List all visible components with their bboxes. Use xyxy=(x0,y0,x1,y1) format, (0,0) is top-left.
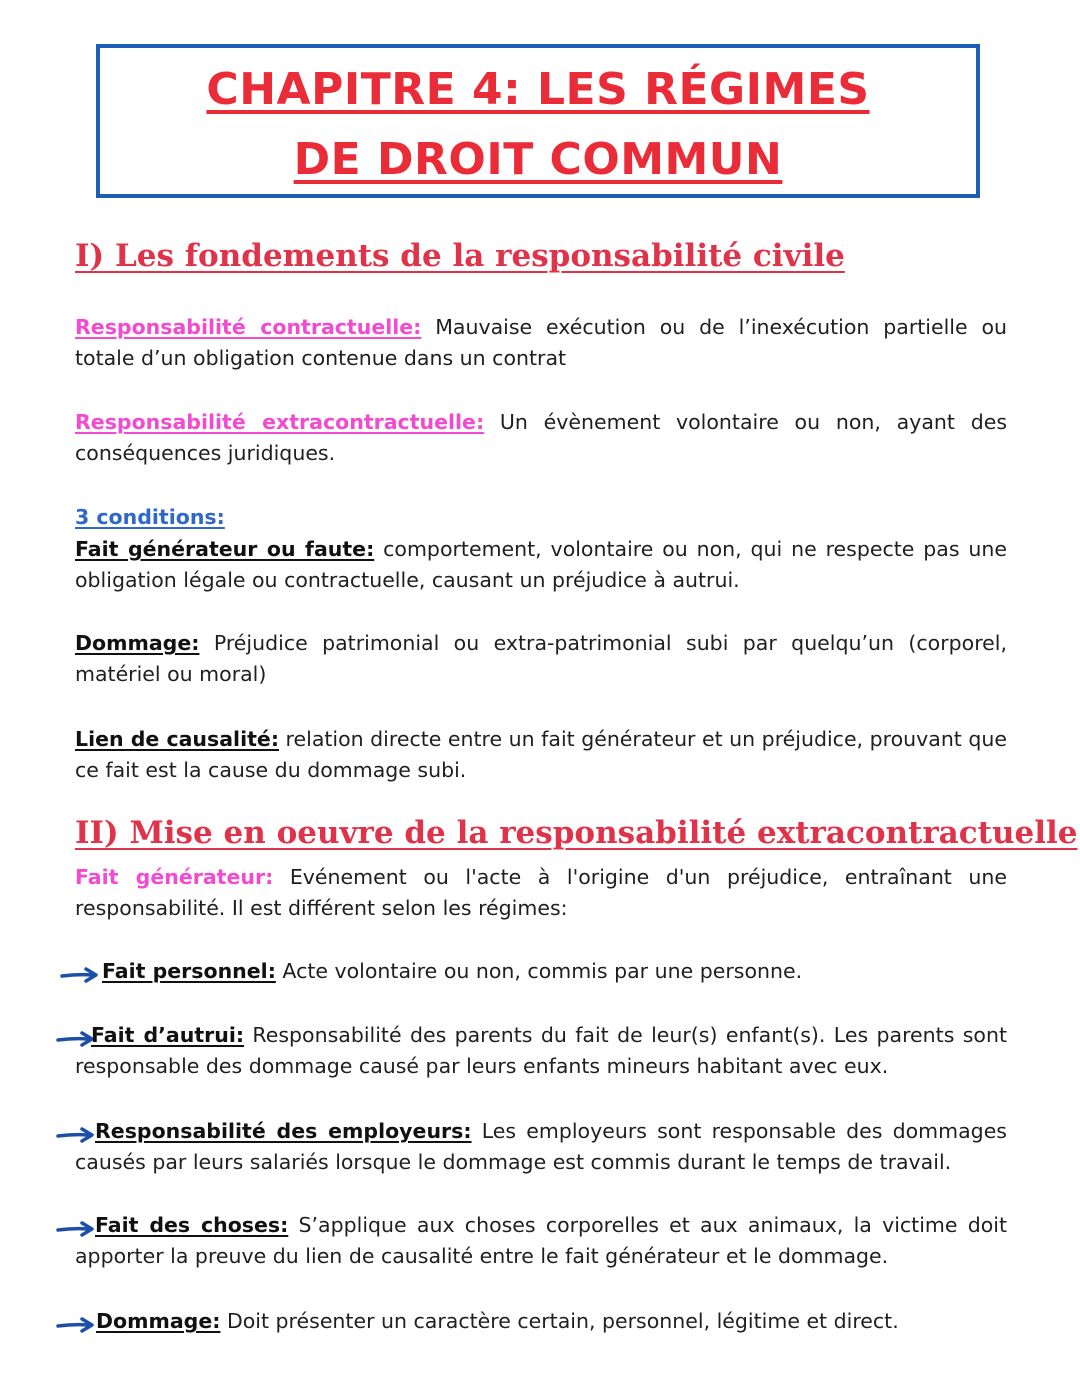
section-2-heading: II) Mise en oeuvre de la responsabilité extracontractuelle xyxy=(75,815,1078,851)
conditions-heading xyxy=(75,502,1007,533)
label-conditions: 3 conditions: xyxy=(75,505,225,529)
text-fait-choses: S’applique aux choses corporelles et aux animaux, la victime doit apporter la preuve du lien de causalité entre le fait générateur et le dommage. xyxy=(75,1213,1008,1268)
condition-dommage xyxy=(75,628,1007,690)
text-dommage: Préjudice patrimonial ou extra-patrimonial subi par quelqu’un (corporel, matériel ou moral) xyxy=(75,631,1007,686)
text-employeurs: Les employeurs sont responsable des dommages causés par leurs salariés lorsque le dommage est commis durant le temps de travail. xyxy=(75,1119,1007,1174)
text-fait-generateur-faute: comportement, volontaire ou non, qui ne respecte pas une obligation légale ou contractuelle, causant un préjudice à autrui. xyxy=(75,537,1007,592)
label-dommage: Dommage: xyxy=(75,631,200,655)
definition-fait-generateur xyxy=(75,862,1007,924)
arrow-icon xyxy=(56,1316,96,1334)
condition-fait-generateur xyxy=(75,534,1007,596)
text-contractuelle: Mauvaise exécution ou de l’inexécution partielle ou totale d’un obligation contenue dans un contrat xyxy=(75,315,1007,370)
regime-fait-autrui xyxy=(75,1020,1007,1082)
text-lien-causalite: relation directe entre un fait générateur et un préjudice, prouvant que ce fait est la cause du dommage subi. xyxy=(75,727,1007,782)
label-extracontractuelle: Responsabilité extracontractuelle: xyxy=(75,410,485,434)
label-fait-autrui: Fait d’autrui: xyxy=(91,1023,245,1047)
chapter-title-line-2: DE DROIT COMMUN xyxy=(293,134,783,185)
arrow-icon xyxy=(60,966,100,984)
label-lien-causalite: Lien de causalité: xyxy=(75,727,280,751)
section-1-heading: I) Les fondements de la responsabilité civile xyxy=(75,238,845,274)
regime-fait-personnel xyxy=(102,956,1007,987)
condition-lien-causalite xyxy=(75,724,1007,786)
label-dommage-regime: Dommage: xyxy=(96,1309,221,1333)
label-contractuelle: Responsabilité contractuelle: xyxy=(75,315,422,339)
regime-employeurs xyxy=(75,1116,1007,1178)
label-fait-personnel: Fait personnel: xyxy=(102,959,276,983)
regime-dommage xyxy=(96,1306,1007,1337)
text-extracontractuelle: Un évènement volontaire ou non, ayant des conséquences juridiques. xyxy=(75,410,1008,465)
text-fait-generateur: Evénement ou l'acte à l'origine d'un préjudice, entraînant une responsabilité. Il est différent selon les régimes: xyxy=(75,865,1008,920)
label-employeurs: Responsabilité des employeurs: xyxy=(95,1119,472,1143)
definition-extracontractuelle xyxy=(75,407,1007,469)
label-fait-generateur: Fait générateur: xyxy=(75,865,274,889)
label-fait-choses: Fait des choses: xyxy=(95,1213,289,1237)
label-fait-generateur-faute: Fait générateur ou faute: xyxy=(75,537,375,561)
text-fait-autrui: Responsabilité des parents du fait de leur(s) enfant(s). Les parents sont responsable des dommage causé par leurs enfants mineurs habitant avec eux. xyxy=(75,1023,1007,1078)
title-frame xyxy=(96,44,980,198)
regime-fait-choses xyxy=(75,1210,1007,1272)
definition-contractuelle xyxy=(75,312,1007,374)
text-dommage-regime: Doit présenter un caractère certain, personnel, légitime et direct. xyxy=(220,1309,899,1333)
text-fait-personnel: Acte volontaire ou non, commis par une personne. xyxy=(275,959,803,983)
chapter-title-line-1: CHAPITRE 4: LES RÉGIMES xyxy=(206,64,870,115)
